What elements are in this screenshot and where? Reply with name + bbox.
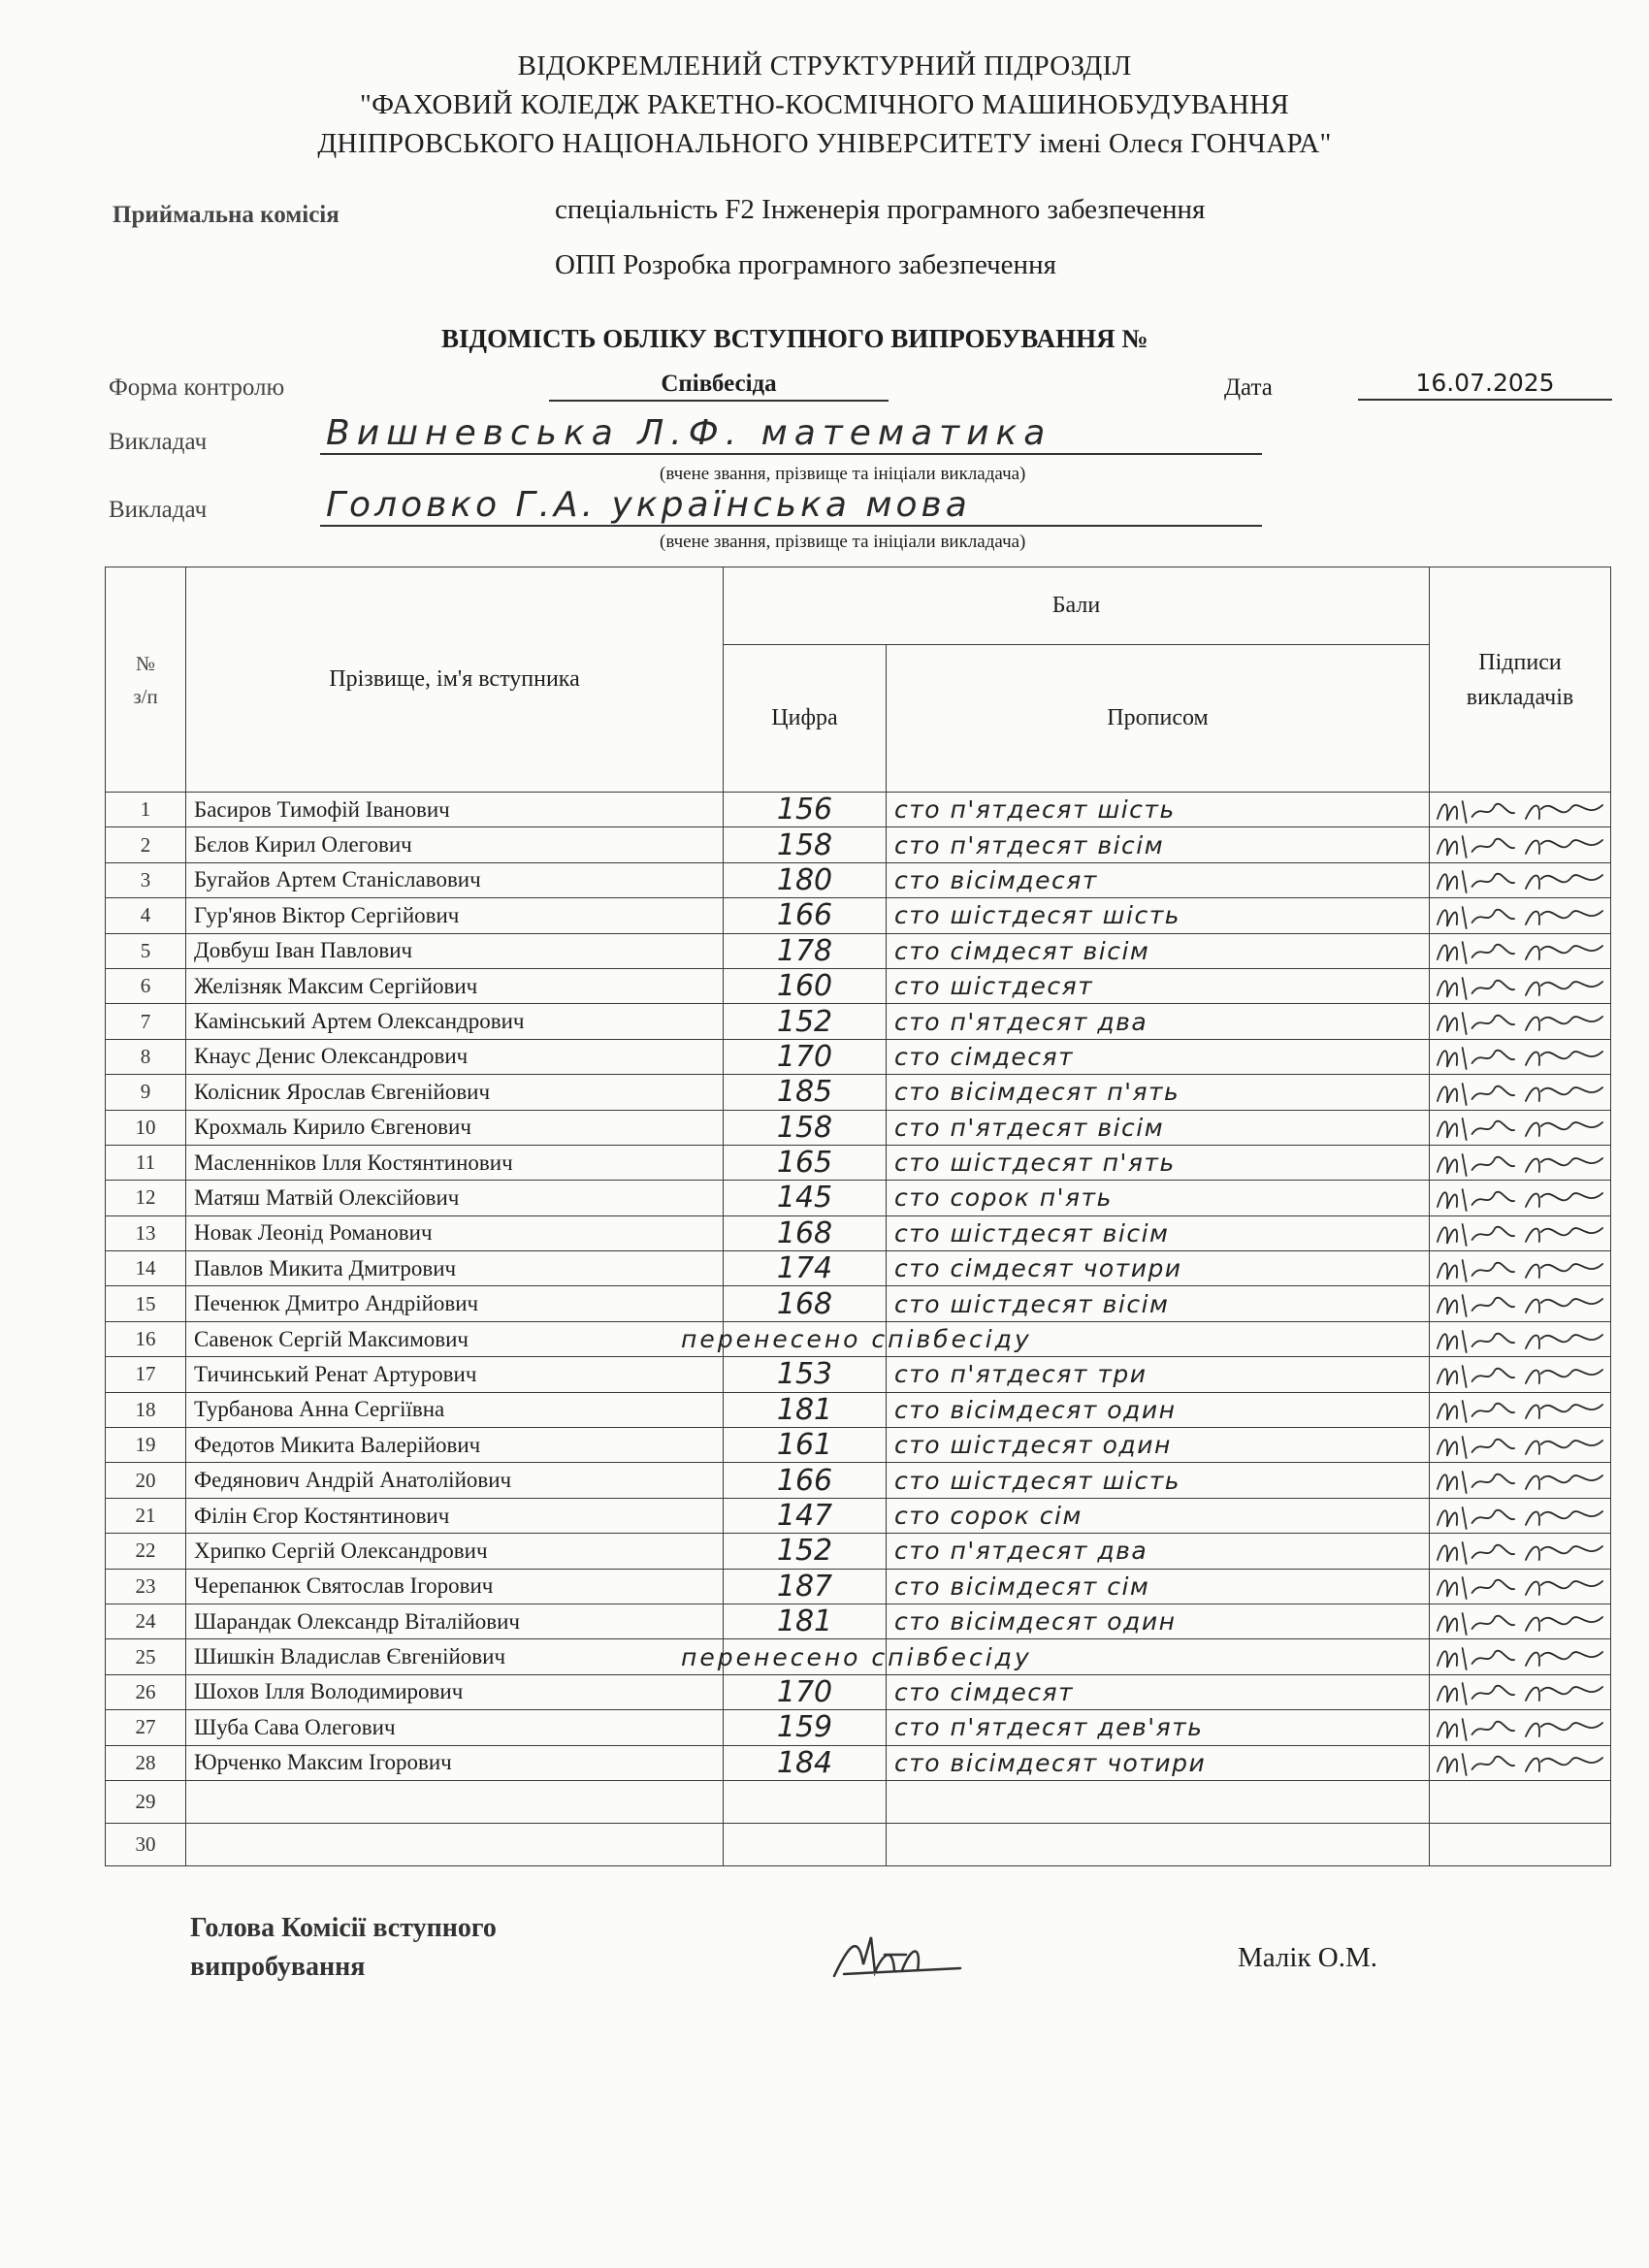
score-words: сто сорок сім xyxy=(887,1498,1430,1533)
score-digits: 168 xyxy=(724,1286,887,1321)
teacher-signatures xyxy=(1430,1321,1611,1356)
row-number: 1 xyxy=(106,793,186,827)
score-words: сто п'ятдесят дев'ять xyxy=(887,1710,1430,1745)
teacher-signatures xyxy=(1430,898,1611,933)
row-number: 12 xyxy=(106,1181,186,1215)
score-digits xyxy=(724,1823,887,1865)
teacher-signatures xyxy=(1430,1075,1611,1110)
teacher-2-caption: (вчене звання, прізвище та ініціали викладача) xyxy=(660,532,1026,552)
col-sign-top: Підписи xyxy=(1478,649,1562,675)
applicant-name: Шишкін Владислав Євгенійович xyxy=(186,1639,724,1674)
teacher-signatures xyxy=(1430,1604,1611,1638)
teacher-signatures xyxy=(1430,1463,1611,1498)
teacher-1-caption: (вчене звання, прізвище та ініціали викладача) xyxy=(660,464,1026,484)
score-digits: 160 xyxy=(724,968,887,1003)
applicant-name: Шарандак Олександр Віталійович xyxy=(186,1604,724,1638)
score-words: сто п'ятдесят вісім xyxy=(887,827,1430,862)
signature-scribble xyxy=(1434,901,1606,930)
applicant-name: Кнаус Денис Олександрович xyxy=(186,1039,724,1074)
score-digits: 178 xyxy=(724,933,887,968)
table-row xyxy=(106,1674,1611,1709)
teacher-signatures xyxy=(1430,1780,1611,1823)
row-number: 16 xyxy=(106,1321,186,1356)
score-words: сто сімдесят вісім xyxy=(887,933,1430,968)
score-words: сто шістдесят шість xyxy=(887,898,1430,933)
score-words: сто вісімдесят один xyxy=(887,1604,1430,1638)
score-digits: 152 xyxy=(724,1534,887,1569)
score-digits: 159 xyxy=(724,1710,887,1745)
row-number: 8 xyxy=(106,1039,186,1074)
score-digits xyxy=(724,1780,887,1823)
score-digits: 165 xyxy=(724,1145,887,1180)
score-digits: 170 xyxy=(724,1039,887,1074)
row-number: 26 xyxy=(106,1674,186,1709)
applicant-name: Турбанова Анна Сергіївна xyxy=(186,1392,724,1427)
table-row xyxy=(106,1569,1611,1604)
col-words-header: Прописом xyxy=(887,645,1430,793)
applicant-name: Савенок Сергій Максимович xyxy=(186,1321,724,1356)
teacher-signatures xyxy=(1430,1392,1611,1427)
score-digits: 166 xyxy=(724,898,887,933)
signature-scribble xyxy=(1434,1537,1606,1566)
table-row xyxy=(106,933,1611,968)
score-words: сто вісімдесят сім xyxy=(887,1569,1430,1604)
applicant-name: Масленніков Ілля Костянтинович xyxy=(186,1145,724,1180)
date-label: Дата xyxy=(1224,374,1273,401)
score-digits: 152 xyxy=(724,1004,887,1039)
teacher-signatures xyxy=(1430,1145,1611,1180)
score-words xyxy=(681,1639,1430,1674)
applicant-name: Шуба Сава Олегович xyxy=(186,1710,724,1745)
applicant-name: Хрипко Сергій Олександрович xyxy=(186,1534,724,1569)
signature-scribble xyxy=(1434,1607,1606,1636)
teacher-signatures xyxy=(1430,1745,1611,1780)
score-digits: 161 xyxy=(724,1428,887,1463)
row-number: 17 xyxy=(106,1357,186,1392)
signature-scribble xyxy=(1434,1395,1606,1424)
row-number: 22 xyxy=(106,1534,186,1569)
table-row xyxy=(106,1145,1611,1180)
teacher-signatures xyxy=(1430,1823,1611,1865)
commission-head-line-1: Голова Комісії вступного xyxy=(190,1913,497,1943)
applicant-name: Павлов Микита Дмитрович xyxy=(186,1251,724,1286)
specialty: спеціальність F2 Інженерія програмного забезпечення xyxy=(555,194,1206,225)
applicant-name: Шохов Ілля Володимирович xyxy=(186,1674,724,1709)
score-words: сто п'ятдесят два xyxy=(887,1534,1430,1569)
score-words: сто сімдесят xyxy=(887,1039,1430,1074)
score-digits: 185 xyxy=(724,1075,887,1110)
row-number: 25 xyxy=(106,1639,186,1674)
row-number: 20 xyxy=(106,1463,186,1498)
applicant-name: Желізняк Максим Сергійович xyxy=(186,968,724,1003)
teacher-signatures xyxy=(1430,1710,1611,1745)
score-words: сто сімдесят чотири xyxy=(887,1251,1430,1286)
col-points-header: Бали xyxy=(724,567,1430,645)
col-number-header xyxy=(106,567,186,793)
applicant-name: Федянович Андрій Анатолійович xyxy=(186,1463,724,1498)
applicant-name: Тичинський Ренат Артурович xyxy=(186,1357,724,1392)
score-digits: 145 xyxy=(724,1181,887,1215)
score-digits: 187 xyxy=(724,1569,887,1604)
commission-label: Приймальна комісія xyxy=(113,202,340,228)
table-row xyxy=(106,1639,1611,1674)
teacher-signatures xyxy=(1430,968,1611,1003)
signature-scribble xyxy=(1434,1466,1606,1495)
teacher-signatures xyxy=(1430,1357,1611,1392)
score-digits: 168 xyxy=(724,1215,887,1250)
document-title: ВІДОМІСТЬ ОБЛІКУ ВСТУПНОГО ВИПРОБУВАННЯ № xyxy=(441,324,1148,353)
institution-line-1: ВІДОКРЕМЛЕНИЙ СТРУКТУРНИЙ ПІДРОЗДІЛ xyxy=(517,50,1132,81)
table-row xyxy=(106,827,1611,862)
table-row xyxy=(106,1286,1611,1321)
row-number: 18 xyxy=(106,1392,186,1427)
institution-line-2: "ФАХОВИЙ КОЛЕДЖ РАКЕТНО-КОСМІЧНОГО МАШИНОБУДУВАННЯ xyxy=(359,89,1290,120)
applicant-name: Матяш Матвій Олексійович xyxy=(186,1181,724,1215)
score-digits: 158 xyxy=(724,1110,887,1145)
teacher-1-label: Викладач xyxy=(109,429,208,455)
teacher-signatures xyxy=(1430,1039,1611,1074)
row-number: 28 xyxy=(106,1745,186,1780)
score-digits: 156 xyxy=(724,793,887,827)
table-row xyxy=(106,1710,1611,1745)
score-words xyxy=(681,1321,1430,1356)
table-row xyxy=(106,1428,1611,1463)
teacher-signatures xyxy=(1430,862,1611,897)
score-words: сто шістдесят вісім xyxy=(887,1215,1430,1250)
table-row xyxy=(106,862,1611,897)
table-row xyxy=(106,1780,1611,1823)
row-number: 15 xyxy=(106,1286,186,1321)
score-words: сто п'ятдесят шість xyxy=(887,793,1430,827)
signature-scribble xyxy=(1434,1642,1606,1671)
teacher-signatures xyxy=(1430,1639,1611,1674)
row-number: 27 xyxy=(106,1710,186,1745)
signature-scribble xyxy=(1434,1042,1606,1071)
form-label: Форма контролю xyxy=(109,374,285,401)
applicant-name: Бугайов Артем Станіславович xyxy=(186,862,724,897)
score-words: сто вісімдесят чотири xyxy=(887,1745,1430,1780)
signature-scribble xyxy=(1434,1007,1606,1036)
signature-scribble xyxy=(1434,830,1606,859)
teacher-2-handwritten: Головко Г.А. українська мова xyxy=(320,485,1262,527)
teacher-signatures xyxy=(1430,1569,1611,1604)
applicant-name: Гур'янов Віктор Сергійович xyxy=(186,898,724,933)
applicant-name: Бєлов Кирил Олегович xyxy=(186,827,724,862)
score-digits: 153 xyxy=(724,1357,887,1392)
col-signatures-header xyxy=(1430,567,1611,793)
row-number: 19 xyxy=(106,1428,186,1463)
signature-scribble xyxy=(1434,1289,1606,1318)
table-row xyxy=(106,1534,1611,1569)
table-row xyxy=(106,1181,1611,1215)
row-number: 11 xyxy=(106,1145,186,1180)
teacher-signatures xyxy=(1430,827,1611,862)
row-number: 5 xyxy=(106,933,186,968)
row-number: 2 xyxy=(106,827,186,862)
head-signature xyxy=(824,1926,970,1993)
row-number: 24 xyxy=(106,1604,186,1638)
signature-scribble xyxy=(1434,1149,1606,1178)
table-row xyxy=(106,1745,1611,1780)
form-value: Співбесіда xyxy=(549,371,889,402)
exam-results-table xyxy=(105,567,1611,1866)
teacher-signatures xyxy=(1430,793,1611,827)
score-digits: 166 xyxy=(724,1463,887,1498)
signature-scribble xyxy=(1434,1218,1606,1247)
table-row xyxy=(106,793,1611,827)
signature-scribble xyxy=(1434,1571,1606,1601)
applicant-name: Філін Єгор Костянтинович xyxy=(186,1498,724,1533)
score-words xyxy=(887,1823,1430,1865)
commission-head-label xyxy=(190,1909,497,1987)
signature-scribble xyxy=(1434,1748,1606,1777)
score-words: сто п'ятдесят два xyxy=(887,1004,1430,1039)
score-digits: 181 xyxy=(724,1392,887,1427)
commission-head-name: Малік О.М. xyxy=(1238,1942,1378,1973)
col-number-bottom: з/п xyxy=(133,684,158,708)
signature-scribble xyxy=(1434,1078,1606,1107)
row-number: 3 xyxy=(106,862,186,897)
teacher-signatures xyxy=(1430,1286,1611,1321)
teacher-signatures xyxy=(1430,1004,1611,1039)
applicant-name: Черепанюк Святослав Ігорович xyxy=(186,1569,724,1604)
applicant-name: Юрченко Максим Ігорович xyxy=(186,1745,724,1780)
applicant-name: Новак Леонід Романович xyxy=(186,1215,724,1250)
table-row xyxy=(106,1075,1611,1110)
score-words: сто вісімдесят xyxy=(887,862,1430,897)
score-digits: 184 xyxy=(724,1745,887,1780)
table-row xyxy=(106,968,1611,1003)
table-row xyxy=(106,1321,1611,1356)
score-words: сто вісімдесят п'ять xyxy=(887,1075,1430,1110)
score-digits: 158 xyxy=(724,827,887,862)
teacher-signatures xyxy=(1430,1498,1611,1533)
postponed-note: перенесено співбесіду xyxy=(681,1325,1032,1354)
table-row xyxy=(106,1604,1611,1638)
col-sign-bottom: викладачів xyxy=(1466,684,1574,710)
signature-scribble xyxy=(1434,1677,1606,1706)
row-number: 13 xyxy=(106,1215,186,1250)
teacher-signatures xyxy=(1430,1215,1611,1250)
table-row xyxy=(106,1004,1611,1039)
score-words: сто шістдесят вісім xyxy=(887,1286,1430,1321)
teacher-signatures xyxy=(1430,1428,1611,1463)
table-row xyxy=(106,1251,1611,1286)
table-row xyxy=(106,1110,1611,1145)
table-row xyxy=(106,1357,1611,1392)
score-words: сто шістдесят шість xyxy=(887,1463,1430,1498)
signature-scribble xyxy=(1434,1254,1606,1283)
signature-scribble xyxy=(1434,1325,1606,1354)
score-digits: 147 xyxy=(724,1498,887,1533)
applicant-name: Довбуш Іван Павлович xyxy=(186,933,724,968)
row-number: 4 xyxy=(106,898,186,933)
row-number: 23 xyxy=(106,1569,186,1604)
applicant-name: Печенюк Дмитро Андрійович xyxy=(186,1286,724,1321)
applicant-name: Крохмаль Кирило Євгенович xyxy=(186,1110,724,1145)
score-words: сто п'ятдесят вісім xyxy=(887,1110,1430,1145)
score-words: сто сімдесят xyxy=(887,1674,1430,1709)
applicant-name: Камінський Артем Олександрович xyxy=(186,1004,724,1039)
signature-scribble xyxy=(1434,936,1606,965)
teacher-1-handwritten: Вишневська Л.Ф. математика xyxy=(320,413,1262,455)
teacher-signatures xyxy=(1430,1674,1611,1709)
signature-scribble xyxy=(1434,1502,1606,1531)
signature-scribble xyxy=(1434,795,1606,825)
col-name-header: Прізвище, ім'я вступника xyxy=(186,567,724,793)
signature-scribble xyxy=(1434,1183,1606,1213)
score-words: сто шістдесят п'ять xyxy=(887,1145,1430,1180)
table-row xyxy=(106,1823,1611,1865)
score-digits: 180 xyxy=(724,862,887,897)
col-digits-header: Цифра xyxy=(724,645,887,793)
table-row xyxy=(106,1215,1611,1250)
score-words: сто шістдесят один xyxy=(887,1428,1430,1463)
score-words: сто сорок п'ять xyxy=(887,1181,1430,1215)
applicant-name: Федотов Микита Валерійович xyxy=(186,1428,724,1463)
teacher-signatures xyxy=(1430,933,1611,968)
col-number-top: № xyxy=(135,651,156,675)
row-number: 9 xyxy=(106,1075,186,1110)
teacher-signatures xyxy=(1430,1181,1611,1215)
table-row xyxy=(106,1463,1611,1498)
score-digits: 174 xyxy=(724,1251,887,1286)
institution-line-3: ДНІПРОВСЬКОГО НАЦІОНАЛЬНОГО УНІВЕРСИТЕТУ імені Олеся ГОНЧАРА" xyxy=(317,128,1332,159)
score-digits: 181 xyxy=(724,1604,887,1638)
score-digits: 170 xyxy=(724,1674,887,1709)
signature-scribble xyxy=(1434,865,1606,894)
applicant-name: Колісник Ярослав Євгенійович xyxy=(186,1075,724,1110)
applicant-name xyxy=(186,1780,724,1823)
row-number: 14 xyxy=(106,1251,186,1286)
signature-scribble xyxy=(1434,1713,1606,1742)
postponed-note: перенесено співбесіду xyxy=(681,1642,1032,1671)
row-number: 21 xyxy=(106,1498,186,1533)
signature-scribble xyxy=(1434,1113,1606,1142)
teacher-signatures xyxy=(1430,1251,1611,1286)
commission-head-line-2: випробування xyxy=(190,1952,366,1982)
table-row xyxy=(106,1039,1611,1074)
row-number: 7 xyxy=(106,1004,186,1039)
row-number: 29 xyxy=(106,1780,186,1823)
signature-scribble xyxy=(1434,1431,1606,1460)
score-words: сто п'ятдесят три xyxy=(887,1357,1430,1392)
row-number: 10 xyxy=(106,1110,186,1145)
teacher-signatures xyxy=(1430,1110,1611,1145)
signature-scribble xyxy=(1434,972,1606,1001)
signature-scribble xyxy=(1434,1360,1606,1389)
table-row xyxy=(106,1392,1611,1427)
table-row xyxy=(106,898,1611,933)
teacher-2-label: Викладач xyxy=(109,497,208,523)
score-words xyxy=(887,1780,1430,1823)
date-value: 16.07.2025 xyxy=(1358,369,1612,401)
row-number: 6 xyxy=(106,968,186,1003)
applicant-name xyxy=(186,1823,724,1865)
program: ОПП Розробка програмного забезпечення xyxy=(555,249,1056,280)
score-words: сто вісімдесят один xyxy=(887,1392,1430,1427)
teacher-signatures xyxy=(1430,1534,1611,1569)
row-number: 30 xyxy=(106,1823,186,1865)
table-row xyxy=(106,1498,1611,1533)
score-words: сто шістдесят xyxy=(887,968,1430,1003)
applicant-name: Басиров Тимофій Іванович xyxy=(186,793,724,827)
